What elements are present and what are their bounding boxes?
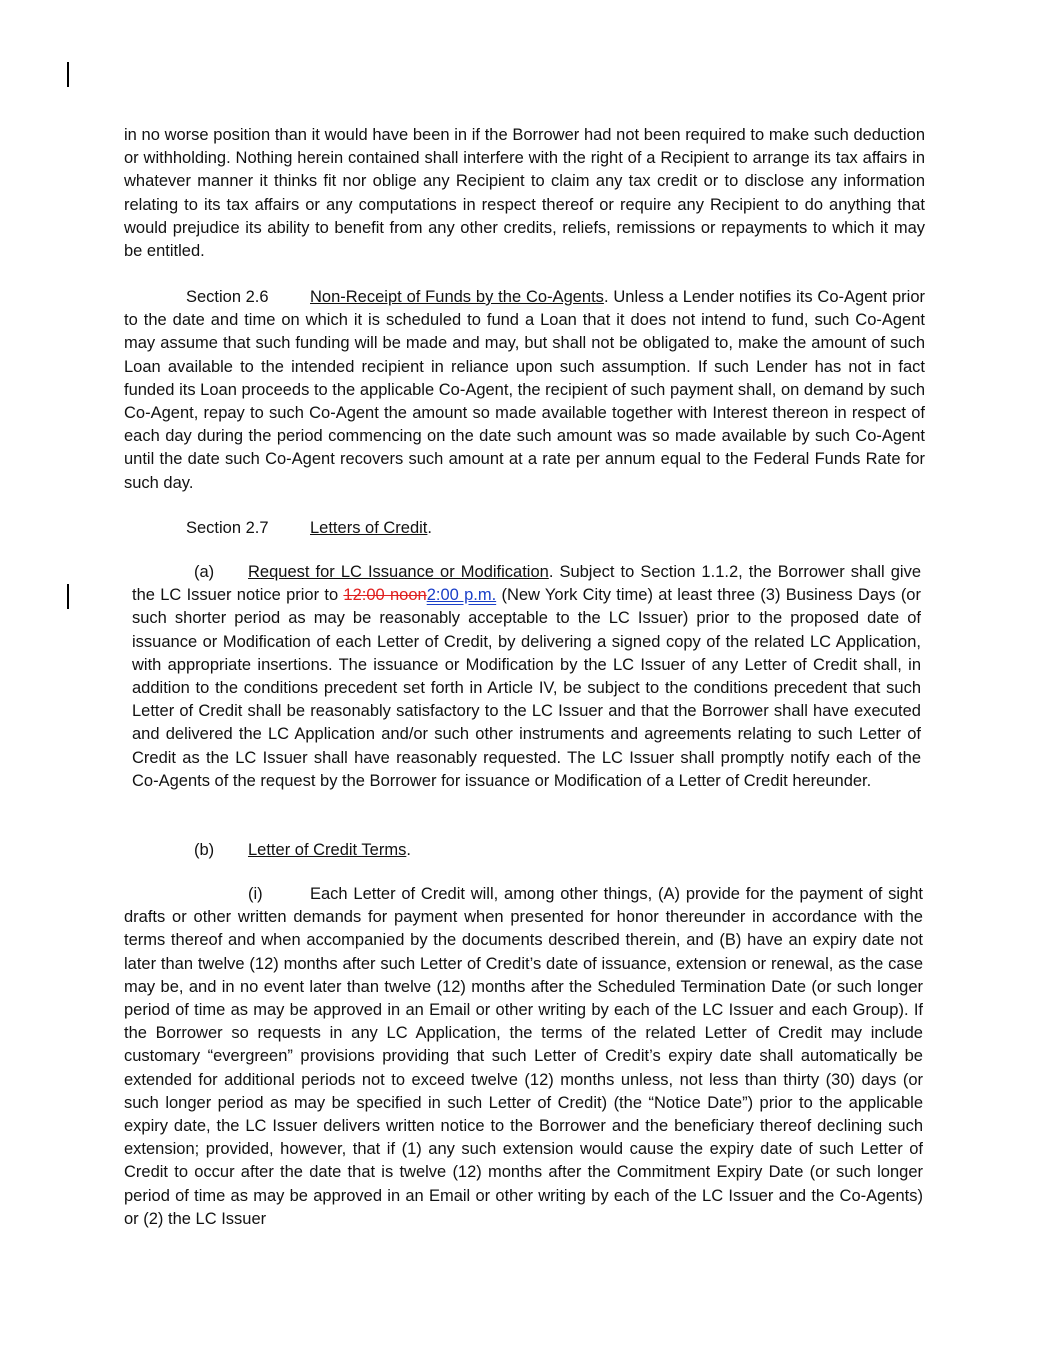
revision-change-bar [67, 62, 69, 87]
inserted-text-revision: 2:00 p.m. [426, 586, 497, 605]
clause-i-paragraph [124, 883, 923, 1231]
deleted-text-revision: 12:00 noon [343, 586, 427, 605]
clause-i-number: (i) [248, 885, 263, 903]
subsection-b-heading: (b) Letter of Credit Terms. [124, 839, 925, 862]
section-2-6-paragraph [124, 286, 925, 495]
section-2-7-title: Letters of Credit [310, 519, 428, 537]
continuation-paragraph [124, 124, 925, 263]
revision-change-bar [67, 584, 69, 609]
subsection-a-paragraph: (a) Request for LC Issuance or Modification. Subject to Section 1.1.2, the Borrower shall give the LC Issuer notice prior to 12:00 noon2:00 p.m. (New York City time) at least three (3) Business Days (or such shorter period as may be reasonably acceptable to the LC Issuer) prior to the proposed date of issuance or Modification of each Letter of Credit, by delivering a signed copy of the related LC Application, with appropriate insertions. The issuance or Modification by the LC Issuer of any Letter of Credit shall, in addition to the conditions precedent set forth in Article IV, be subject to the conditions precedent that such Letter of Credit shall be reasonably satisfactory to the LC Issuer and that the Borrower shall have executed and delivered the LC Application and/or such other instruments and agreements relating to such Letter of Credit as the LC Issuer shall have reasonably requested. The LC Issuer shall promptly notify each of the Co-Agents of the request by the Borrower for issuance or Modification of a Letter of Credit hereunder. [132, 563, 921, 790]
subsection-a-title: Request for LC Issuance or Modification [248, 563, 549, 581]
clause-i-body: Each Letter of Credit will, among other things, (A) provide for the payment of sight drafts or other written demands for payment when presented for honor thereunder in accordance with the terms thereof and when accompanied by the documents described therein, and (B) have an expiry date not later than twelve (12) months after such Letter of Credit’s date of issuance, extension or renewal, as the case may be, and in no event later than twelve (12) months after the Scheduled Termination Date (or such longer period of time as may be approved in an Email or other writing by each of the LC Issuer and each Group). If the Borrower so requests in any LC Application, the terms of the related Letter of Credit may include customary “evergreen” provisions providing that such Letter of Credit’s expiry date shall automatically be extended for additional periods not to exceed twelve (12) months unless, not less than thirty (30) days (or such longer period as may be specified in such Letter of Credit) (the “Notice Date”) prior to the applicable expiry date, the LC Issuer delivers written notice to the Borrower and the beneficiary thereof declining such extension; provided, however, that if (1) any such extension would cause the expiry date of such Letter of Credit to occur after the date that is twelve (12) months after the Commitment Expiry Date (or such longer period of time as may be approved in an Email or other writing by each of the LC Issuer and the Co-Agents) or (2) the LC Issuer [124, 885, 923, 1228]
section-2-7-heading: Section 2.7 Letters of Credit. [124, 517, 925, 540]
section-2-7-label: Section 2.7 [186, 519, 269, 537]
subsection-b-title: Letter of Credit Terms [248, 841, 407, 859]
section-2-6-title: Non-Receipt of Funds by the Co-Agents [310, 288, 604, 306]
subsection-b-number: (b) [194, 841, 215, 859]
section-2-6-body: . Unless a Lender notifies its Co-Agent prior to the date and time on which it is scheduled to fund a Loan that it does not intend to fund, such Co-Agent may assume that such funding will be made and may, but shall not be obligated to, make the amount of such Loan available to the intended recipient in reliance upon such assumption. If such Lender has not in fact funded its Loan proceeds to the applicable Co-Agent, the recipient of such payment shall, on demand by such Co-Agent, repay to such Co-Agent the amount so made available together with Interest thereon in respect of each day during the period commencing on the date such amount was so made available by such Co-Agent until the date such Co-Agent recovers such amount at a rate per annum equal to the Federal Funds Rate for such day. [124, 288, 925, 492]
section-2-6-label: Section 2.6 [186, 288, 269, 306]
continuation-text: in no worse position than it would have been in if the Borrower had not been required to make such deduction or withholding. Nothing herein contained shall interfere with the right of a Recipient to arrange its tax affairs in whatever manner it thinks fit nor oblige any Recipient to claim any tax credit or to disclose any information relating to its tax affairs or any computations in respect thereof or require any Recipient to do anything that would prejudice its ability to benefit from any other credits, reliefs, remissions or repayments to which it may be entitled. [124, 126, 925, 261]
subsection-a-number: (a) [194, 563, 215, 581]
